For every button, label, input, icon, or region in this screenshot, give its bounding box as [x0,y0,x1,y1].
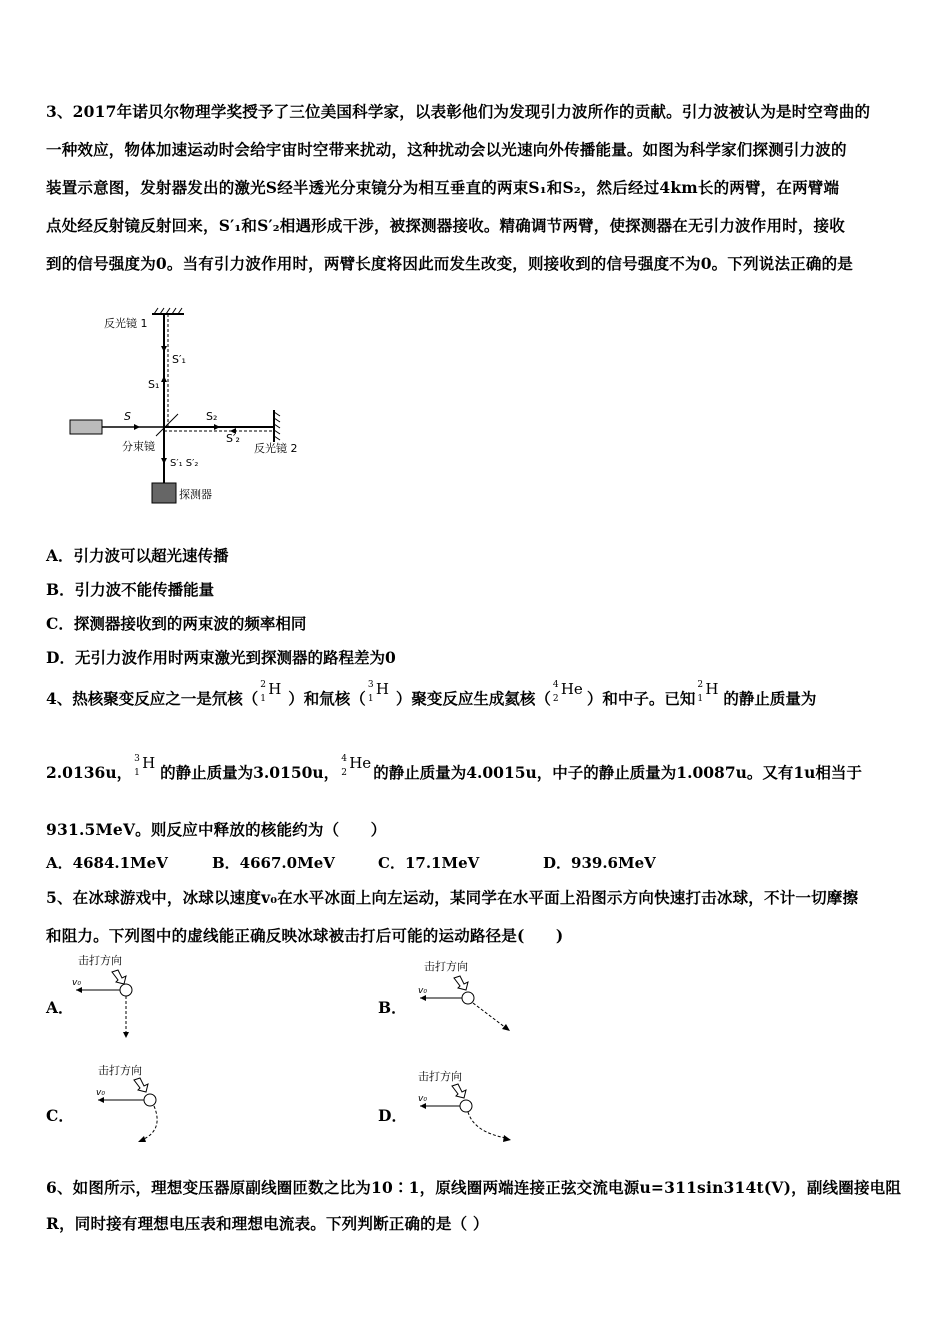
q6-line-1: 6、如图所示，理想变压器原副线圈匝数之比为10∶1，原线圈两端连接正弦交流电源u=311sin314t(V)，副线圈接电阻 [46,1178,902,1197]
q4-text-g: 的静止质量为3.0150u， [160,763,340,782]
v0-label: v₀ [418,986,427,996]
hit-arrow [112,970,126,984]
q3-line-3: 装置示意图，发射器发出的激光S经半透光分束镜分为相互垂直的两束S₁和S₂，然后经过4km长的两臂，在两臂端 [46,178,840,197]
v0-label: v₀ [418,1094,427,1104]
q4-text-c: ）聚变反应生成氦核（ [395,689,551,708]
q4-text-h: 的静止质量为4.0015u，中子的静止质量为1.0087u。又有1u相当于 [373,763,862,782]
path-curve [142,1106,157,1140]
q4-option-c: C．17.1MeV [378,854,480,872]
helium-symbol: 4 2 He [552,680,583,704]
label-s1p: S′₁ [172,353,186,366]
hit-arrow [452,1084,466,1098]
q5-label-c: C． [46,1106,74,1125]
q5-label-a: A． [46,998,74,1017]
label-s1: S₁ [148,378,160,391]
arrow-s [134,424,140,430]
q6-line-2: R，同时接有理想电压表和理想电流表。下列判断正确的是（ ） [46,1214,489,1233]
hit-arrow [134,1078,148,1092]
hit-direction-label: 击打方向 [78,954,122,967]
q5-line-1: 5、在冰球游戏中，冰球以速度v₀在水平冰面上向左运动，某同学在水平面上沿图示方向快速打击冰球，不计一切摩擦 [46,888,859,907]
q4-text-d: ）和中子。已知 [586,689,696,708]
q4-options [0,852,950,872]
path-curve [468,1112,506,1138]
splitter-label: 分束镜 [122,440,155,453]
hit-direction-label: 击打方向 [424,960,468,973]
interferometer-diagram [60,300,330,515]
q3-option-b: B．引力波不能传播能量 [46,580,215,599]
hit-direction-label: 击打方向 [98,1064,142,1077]
puck-diagram-a [70,952,170,1042]
q3-option-d: D．无引力波作用时两束激光到探测器的路程差为0 [46,648,396,667]
q4-option-d: D．939.6MeV [543,854,656,872]
arrow-detector [161,458,167,464]
deuterium-symbol: 2 1 H [260,680,282,704]
hit-direction-label: 击打方向 [418,1070,462,1083]
q4-text-f: 2.0136u， [46,763,133,782]
detector [152,483,176,503]
deuterium-symbol-2: 2 1 H [697,680,719,704]
q3-option-c: C．探测器接收到的两束波的频率相同 [46,614,307,633]
label-s: S [124,410,131,423]
puck [460,1100,472,1112]
puck [120,984,132,996]
arrow-s2 [214,424,220,430]
q4-option-b: B．4667.0MeV [212,854,335,872]
tritium-symbol: 3 1 H [367,680,389,704]
v0-label: v₀ [72,978,81,988]
q3-option-a: A．引力波可以超光速传播 [46,546,229,565]
q4-option-a: A．4684.1MeV [46,854,168,872]
label-s2p: S′₂ [226,432,240,445]
q3-line-2: 一种效应，物体加速运动时会给宇宙时空带来扰动，这种扰动会以光速向外传播能量。如图为科学家们探测引力波的 [46,140,847,159]
q4-text-a: 4、热核聚变反应之一是氘核（ [46,689,259,708]
path-arrowhead [503,1135,511,1142]
q3-line-1: 3、2017年诺贝尔物理学奖授予了三位美国科学家，以表彰他们为发现引力波所作的贡献。引力波被认为是时空弯曲的 [46,102,871,121]
q4-text-b: ）和氚核（ [288,689,366,708]
q4-text-e: 的静止质量为 [723,689,817,708]
q4-line-3: 931.5MeV。则反应中释放的核能约为（ ） [46,820,387,839]
mirror-2-label: 反光镜 2 [254,442,298,455]
path-arrowhead [138,1136,146,1142]
label-s2: S₂ [206,410,218,423]
helium-symbol-2: 4 2 He [341,754,372,778]
puck-diagram-b [412,958,522,1038]
puck-diagram-d [412,1066,522,1146]
beam-splitter [156,414,178,436]
q5-label-b: B． [378,998,407,1017]
q5-line-2: 和阻力。下列图中的虚线能正确反映冰球被击打后可能的运动路径是( ) [46,926,564,945]
v0-label: v₀ [96,1088,105,1098]
q5-label-d: D． [378,1106,407,1125]
puck-diagram-c [92,1060,192,1150]
q4-line-1 [46,680,817,709]
mirror-1-label: 反光镜 1 [104,317,148,330]
q4-line-2 [46,754,862,783]
puck [462,992,474,1004]
path-arrowhead [502,1024,510,1031]
path-line [473,1003,506,1028]
detector-label: 探测器 [179,488,212,501]
path-arrowhead [123,1032,129,1038]
label-s1s2: S′₁ S′₂ [170,458,199,469]
q3-line-5: 到的信号强度为0。当有引力波作用时，两臂长度将因此而发生改变，则接收到的信号强度不为0。下列说法正确的是 [46,254,853,273]
hit-arrow [454,976,468,990]
q3-line-4: 点处经反射镜反射回来，S′₁和S′₂相遇形成干涉，被探测器接收。精确调节两臂，使探测器在无引力波作用时，接收 [46,216,845,235]
puck [144,1094,156,1106]
laser-source [70,420,102,434]
tritium-symbol-2: 3 1 H [134,754,156,778]
arrow-up-s1 [161,376,167,382]
arrow-down-s1p [161,346,167,352]
